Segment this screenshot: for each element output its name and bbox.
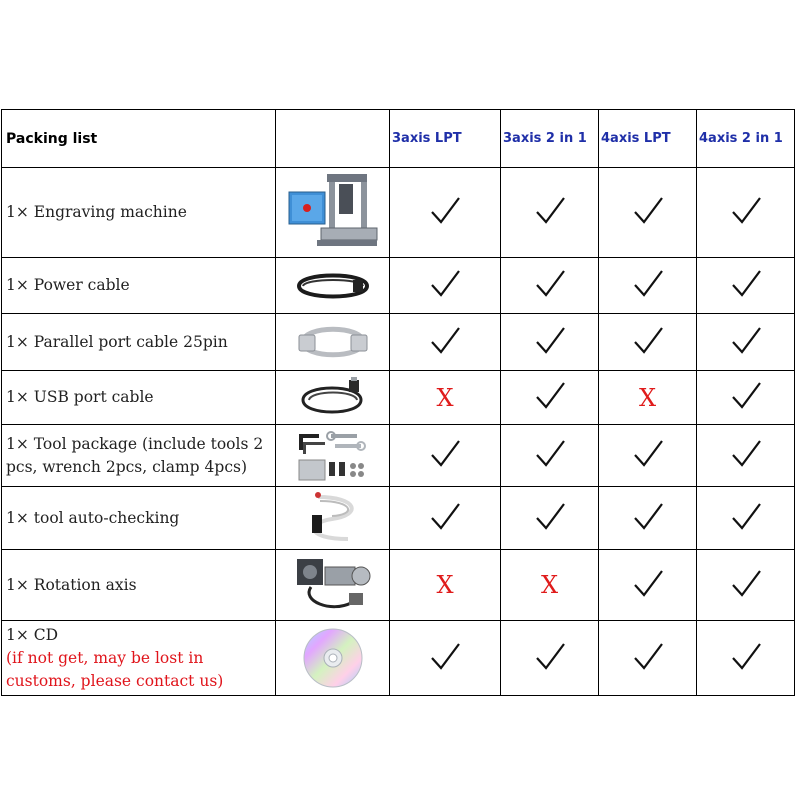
item-label: 1× Power cable <box>6 276 130 294</box>
cross-icon: X <box>436 383 454 412</box>
engraving-machine-icon <box>276 170 389 256</box>
availability-cell <box>501 314 599 371</box>
availability-cell <box>599 168 697 258</box>
check-icon <box>632 438 664 473</box>
column-header-3axis-2in1: 3axis 2 in 1 <box>501 110 599 168</box>
check-icon <box>534 501 566 536</box>
check-icon <box>429 195 461 230</box>
item-row <box>2 314 795 371</box>
tool-package-icon <box>276 428 389 484</box>
item-image-cell <box>276 487 390 550</box>
availability-cell <box>599 550 697 621</box>
column-header-3axis-lpt: 3axis LPT <box>390 110 501 168</box>
packing-list-table <box>1 109 795 696</box>
check-icon <box>429 438 461 473</box>
check-icon <box>534 268 566 303</box>
item-image-cell <box>276 258 390 314</box>
availability-cell <box>390 258 501 314</box>
header-row <box>2 110 795 168</box>
item-image-cell <box>276 314 390 371</box>
check-icon <box>429 268 461 303</box>
availability-cell <box>390 168 501 258</box>
check-icon <box>534 641 566 676</box>
availability-cell <box>599 371 697 425</box>
check-icon <box>429 325 461 360</box>
availability-cell <box>390 425 501 487</box>
availability-cell <box>501 621 599 696</box>
availability-cell <box>390 371 501 425</box>
power-cable-icon <box>276 268 389 304</box>
item-label: 1× Rotation axis <box>6 575 137 594</box>
check-icon <box>534 195 566 230</box>
item-label: 1× CD <box>6 625 59 644</box>
check-icon <box>429 641 461 676</box>
availability-cell <box>390 314 501 371</box>
check-icon <box>632 568 664 603</box>
column-header-4axis-2in1: 4axis 2 in 1 <box>697 110 795 168</box>
check-icon <box>632 195 664 230</box>
availability-cell <box>501 168 599 258</box>
item-label: 1× Tool package (include tools 2 pcs, wrench 2pcs, clamp 4pcs) <box>6 434 264 476</box>
item-image-cell <box>276 371 390 425</box>
availability-cell <box>501 258 599 314</box>
availability-cell <box>697 487 795 550</box>
availability-cell <box>697 314 795 371</box>
check-icon <box>632 268 664 303</box>
check-icon <box>730 268 762 303</box>
item-label-cell <box>2 487 276 550</box>
item-row <box>2 550 795 621</box>
item-row <box>2 371 795 425</box>
tool-probe-icon <box>276 489 389 547</box>
item-row <box>2 487 795 550</box>
check-icon <box>730 438 762 473</box>
item-image-cell <box>276 621 390 696</box>
item-label-cell <box>2 258 276 314</box>
availability-cell <box>390 621 501 696</box>
item-image-cell <box>276 425 390 487</box>
availability-cell <box>501 550 599 621</box>
availability-cell <box>599 621 697 696</box>
item-label-cell <box>2 314 276 371</box>
item-label-cell <box>2 168 276 258</box>
availability-cell <box>697 371 795 425</box>
item-label-cell <box>2 550 276 621</box>
item-label: 1× Engraving machine <box>6 203 187 221</box>
rotation-axis-icon <box>276 553 389 617</box>
availability-cell <box>599 425 697 487</box>
usb-cable-icon <box>276 376 389 420</box>
item-image-cell <box>276 168 390 258</box>
item-image-cell <box>276 550 390 621</box>
item-label: 1× Parallel port cable 25pin <box>6 332 228 351</box>
check-icon <box>730 325 762 360</box>
item-label-cell <box>2 425 276 487</box>
check-icon <box>534 438 566 473</box>
cd-icon <box>276 627 389 689</box>
item-label-cell <box>2 371 276 425</box>
availability-cell <box>697 168 795 258</box>
item-label-cell <box>2 621 276 696</box>
check-icon <box>534 325 566 360</box>
check-icon <box>730 568 762 603</box>
check-icon <box>632 501 664 536</box>
check-icon <box>632 641 664 676</box>
availability-cell <box>501 487 599 550</box>
item-row <box>2 258 795 314</box>
check-icon <box>730 641 762 676</box>
cross-icon: X <box>540 571 559 599</box>
parallel-cable-icon <box>276 319 389 365</box>
availability-cell <box>697 425 795 487</box>
availability-cell <box>599 258 697 314</box>
check-icon <box>730 195 762 230</box>
item-label: 1× USB port cable <box>6 388 154 406</box>
availability-cell <box>599 487 697 550</box>
check-icon <box>429 501 461 536</box>
header-image-cell <box>276 110 390 168</box>
availability-cell <box>501 425 599 487</box>
availability-cell <box>697 621 795 696</box>
check-icon <box>730 380 762 415</box>
availability-cell <box>390 550 501 621</box>
availability-cell <box>390 487 501 550</box>
item-label: 1× tool auto-checking <box>6 508 180 527</box>
check-icon <box>632 325 664 360</box>
availability-cell <box>697 550 795 621</box>
column-header-4axis-lpt: 4axis LPT <box>599 110 697 168</box>
cross-icon: X <box>436 571 454 599</box>
packing-list-title: Packing list <box>2 110 276 168</box>
check-icon <box>730 501 762 536</box>
availability-cell <box>697 258 795 314</box>
cross-icon: X <box>638 383 657 412</box>
check-icon <box>534 380 566 415</box>
availability-cell <box>501 371 599 425</box>
item-row <box>2 425 795 487</box>
item-note: (if not get, may be lost in customs, please contact us) <box>6 648 224 690</box>
item-row <box>2 168 795 258</box>
availability-cell <box>599 314 697 371</box>
item-row <box>2 621 795 696</box>
